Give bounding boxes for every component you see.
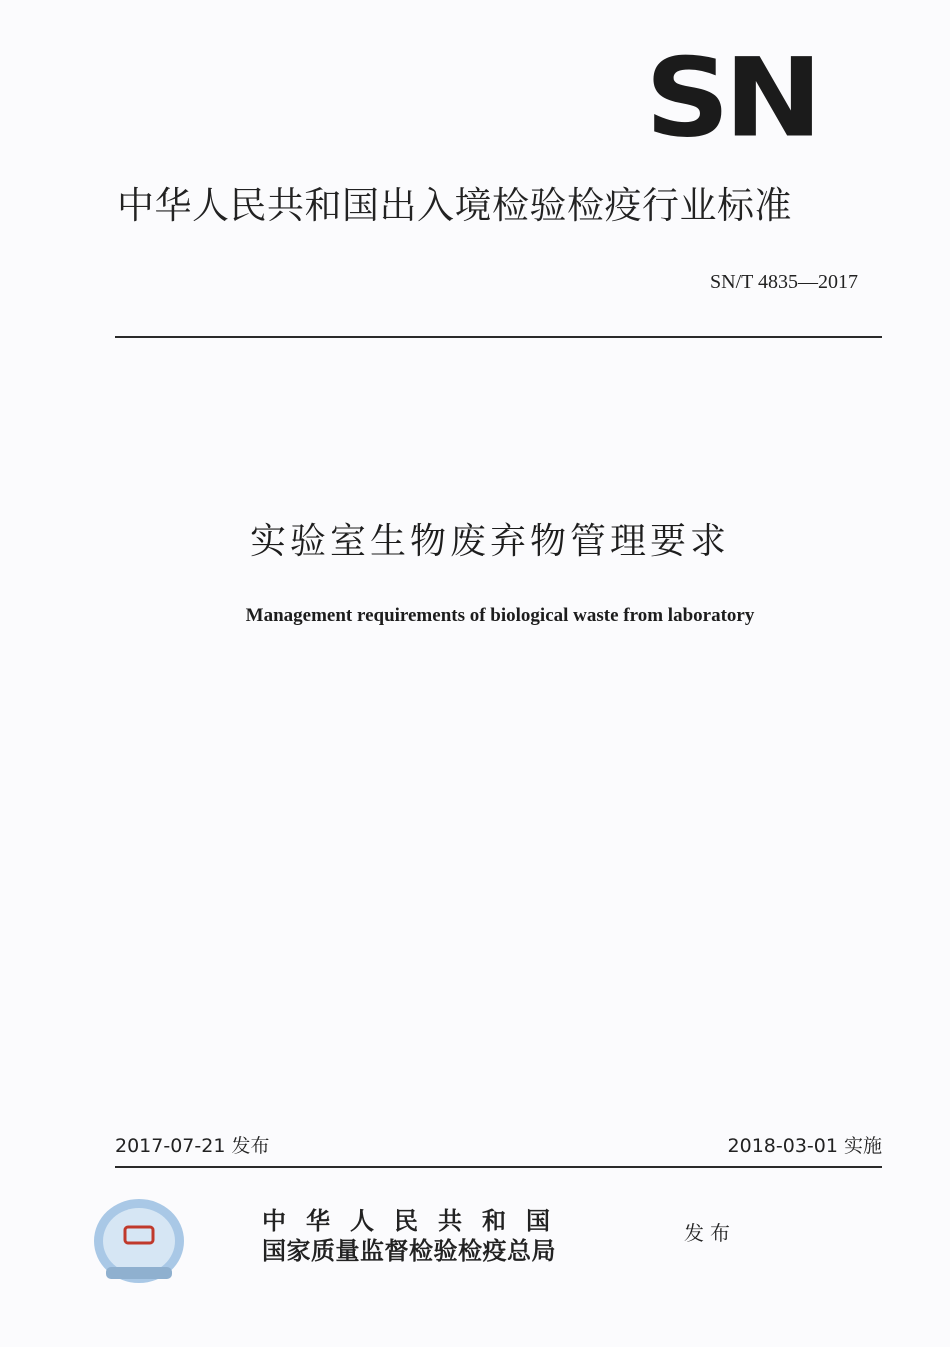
issuing-authority <box>262 1206 662 1266</box>
issuer-agency: 国家质量监督检验检疫总局 <box>262 1236 556 1265</box>
seal-inner <box>103 1208 175 1274</box>
anti-counterfeit-seal-icon <box>92 1197 186 1287</box>
implementation-date: 2018-03-01 实施 <box>727 1135 882 1157</box>
issue-date: 2017-07-21 发布 <box>115 1135 270 1157</box>
standard-code: SN/T 4835—2017 <box>710 271 858 293</box>
issued-label: 发布 <box>684 1221 736 1245</box>
document-title-zh: 实验室生物废弃物管理要求 <box>249 521 730 562</box>
sn-logo: SN <box>645 34 817 162</box>
issuer-country: 中华人民共和国 <box>262 1206 570 1235</box>
seal-band <box>106 1267 172 1279</box>
standard-category-title: 中华人民共和国出入境检验检疫行业标准 <box>117 184 792 227</box>
header-divider <box>115 336 882 338</box>
footer-divider <box>115 1166 882 1168</box>
document-title-en: Management requirements of biological waste from laboratory <box>245 605 755 626</box>
